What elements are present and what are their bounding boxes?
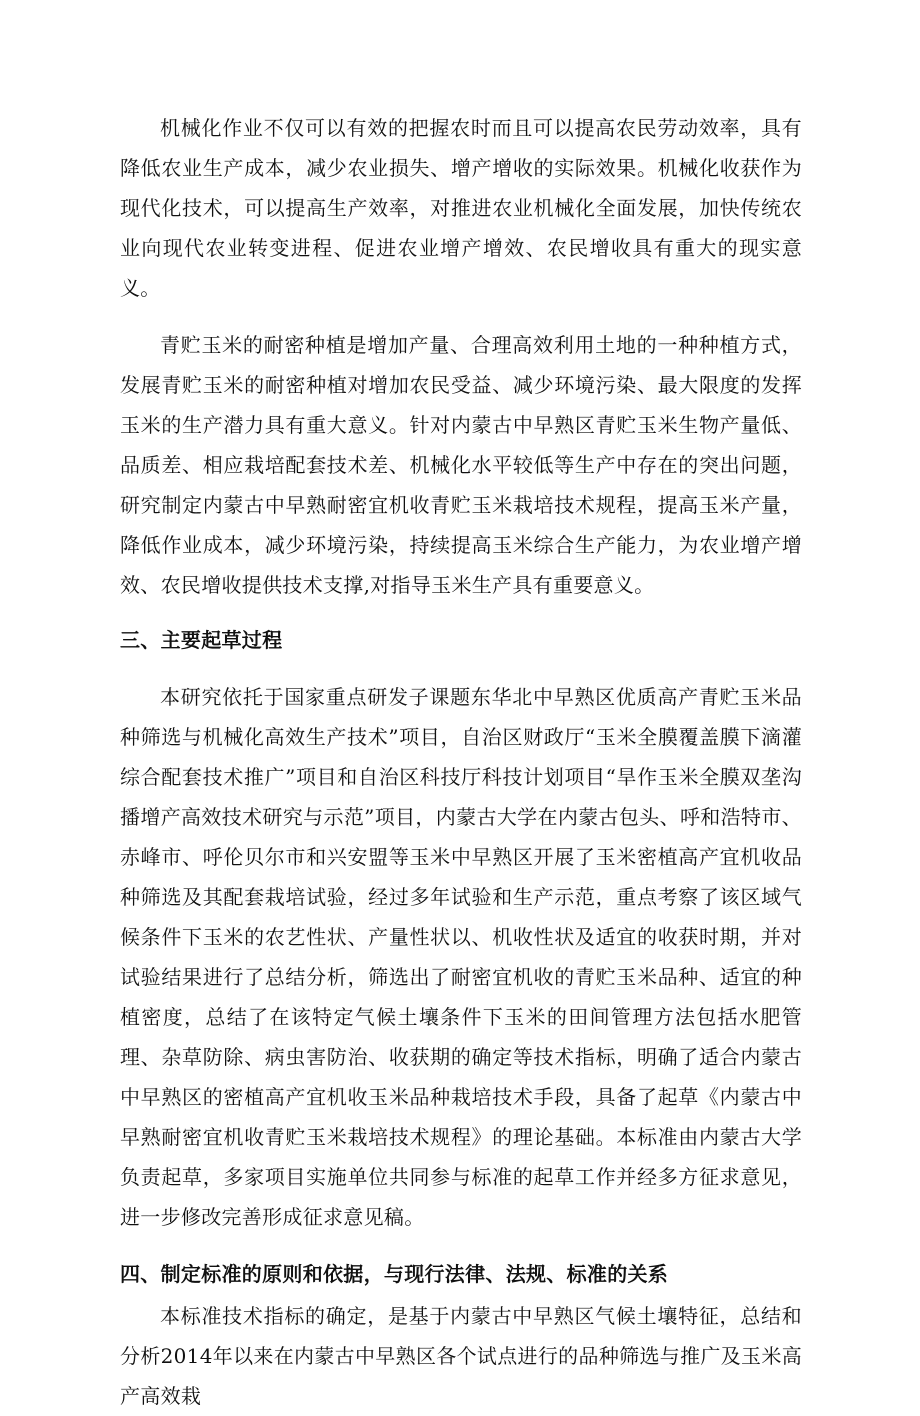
section-heading-principles: 四、制定标准的原则和依据，与现行法律、法规、标准的关系	[120, 1262, 669, 1286]
paragraph-dense-planting: 青贮玉米的耐密种植是增加产量、合理高效利用土地的一种种植方式，发展青贮玉米的耐密种植对增加农民受益、减少环境污染、最大限度的发挥玉米的生产潜力具有重大意义。针对内蒙古中早熟区青贮玉米生物产量低、品质差、相应栽培配套技术差、机械化水平较低等生产中存在的突出问题，研究制定内蒙古中早熟耐密宜机收青贮玉米栽培技术规程，提高玉米产量，降低作业成本，减少环境污染，持续提高玉米综合生产能力，为农业增产增效、农民增收提供技术支撑,对指导玉米生产具有重要意义。	[120, 333, 802, 597]
paragraph-mechanization: 机械化作业不仅可以有效的把握农时而且可以提高农民劳动效率，具有降低农业生产成本，减少农业损失、增产增收的实际效果。机械化收获作为现代化技术，可以提高生产效率，对推进农业机械化全面发展，加快传统农业向现代农业转变进程、促进农业增产增效、农民增收具有重大的现实意义。	[120, 116, 802, 300]
section-heading-drafting-process: 三、主要起草过程	[120, 628, 283, 652]
paragraph-principles: 本标准技术指标的确定，是基于内蒙古中早熟区气候土壤特征，总结和分析2014年以来在内蒙古中早熟区各个试点进行的品种筛选与推广及玉米高产高效栽	[120, 1304, 802, 1408]
document-page	[120, 108, 802, 1416]
paragraph-drafting-process: 本研究依托于国家重点研发子课题东华北中早熟区优质高产青贮玉米品种筛选与机械化高效生产技术”项目，自治区财政厅“玉米全膜覆盖膜下滴灌综合配套技术推广”项目和自治区科技厅科技计划项目“旱作玉米全膜双垄沟播增产高效技术研究与示范”项目，内蒙古大学在内蒙古包头、呼和浩特市、赤峰市、呼伦贝尔市和兴安盟等玉米中早熟区开展了玉米密植高产宜机收品种筛选及其配套栽培试验，经过多年试验和生产示范，重点考察了该区域气候条件下玉米的农艺性状、产量性状以、机收性状及适宜的收获时期，并对试验结果进行了总结分析，筛选出了耐密宜机收的青贮玉米品种、适宜的种植密度，总结了在该特定气候土壤条件下玉米的田间管理方法包括水肥管理、杂草防除、病虫害防治、收获期的确定等技术指标，明确了适合内蒙古中早熟区的密植高产宜机收玉米品种栽培技术手段，具备了起草《内蒙古中早熟耐密宜机收青贮玉米栽培技术规程》的理论基础。本标准由内蒙古大学负责起草，多家项目实施单位共同参与标准的起草工作并经多方征求意见，进一步修改完善形成征求意见稿。	[120, 685, 802, 1229]
